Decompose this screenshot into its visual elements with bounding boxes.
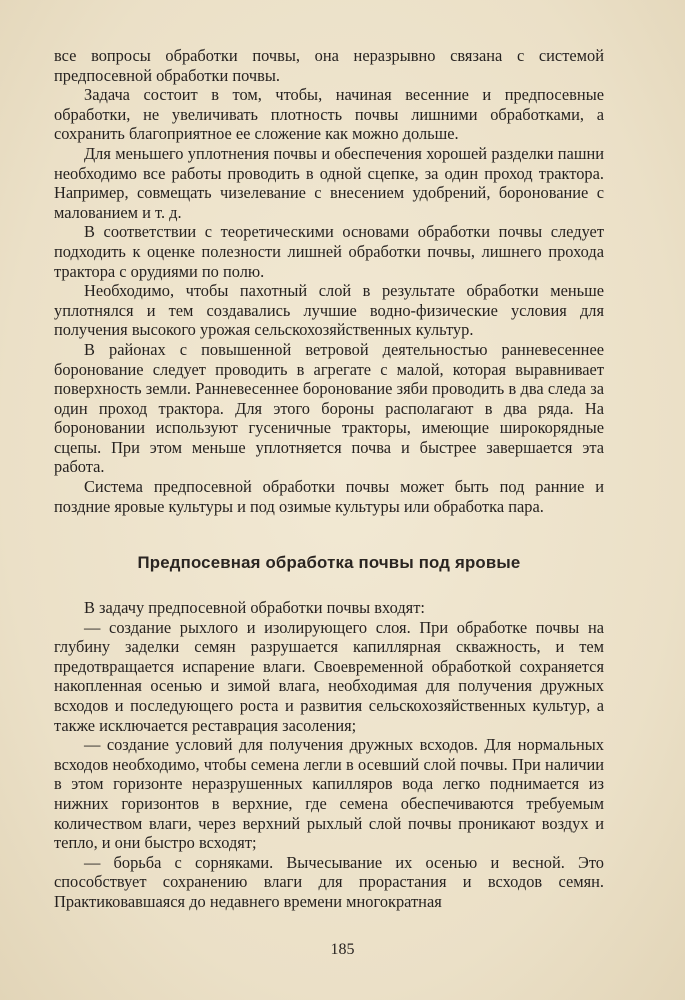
body-text-bottom <box>54 598 604 912</box>
list-item: — создание условий для получения дружных всходов. Для нормальных всходов необходимо, чтобы семена легли в осевший слой почвы. При наличии в этом горизонте неразрушенных капилляров вода легко поднимается из нижних горизонтов в верхние, где семена обеспечиваются требуемым количеством влаги, через верхний рыхлый слой почвы проникают воздух и тепло, и они быстро всходят; <box>54 735 604 853</box>
list-item: — создание рыхлого и изолирующего слоя. При обработке почвы на глубину заделки семян разрушается капиллярная скважность, и тем предотвращается испарение влаги. Своевременной обработкой сохраняется накопленная осенью и зимой влага, необходимая для получения дружных всходов и последующего роста и развития сельскохозяйственных культур, а также исключается реставрация засоления; <box>54 617 604 735</box>
paragraph: В соответствии с теоретическими основами обработки почвы следует подходить к оценке полезности лишней обработки почвы, лишнего прохода трактора с орудиями по полю. <box>54 222 604 281</box>
page-number: 185 <box>330 941 355 958</box>
paragraph: В районах с повышенной ветровой деятельностью ранневесеннее боронование следует проводить в агрегате с малой, которая выравнивает поверхность земли. Ранневесеннее боронование зяби проводить в два следа за один проход трактора. Для этого бороны располагают в два ряда. На бороновании используют гусеничные тракторы, имеющие широкорядные сцепы. При этом меньше уплотняется почва и быстрее завершается эта работа. <box>54 339 604 477</box>
body-text-top <box>54 46 604 516</box>
paragraph: Для меньшего уплотнения почвы и обеспечения хорошей разделки пашни необходимо все работы проводить в одной сцепке, за один проход трактора. Например, совмещать чизелевание с внесением удобрений, боронование с малованием и т. д. <box>54 143 604 222</box>
paragraph: В задачу предпосевной обработки почвы входят: <box>84 598 425 617</box>
paragraph: все вопросы обработки почвы, она неразрывно связана с системой предпосевной обработки почвы. <box>54 46 604 85</box>
section-heading: Предпосевная обработка почвы под яровые <box>137 553 521 572</box>
paragraph: Система предпосевной обработки почвы может быть под ранние и поздние яровые культуры и под озимые культуры или обработка пара. <box>54 477 604 516</box>
paragraph: Необходимо, чтобы пахотный слой в результате обработки меньше уплотнялся и тем создавались лучшие водно-физические условия для получения высокого урожая сельскохозяйственных культур. <box>54 281 604 340</box>
list-item: — борьба с сорняками. Вычесывание их осенью и весной. Это способствует сохранению влаги для прорастания и всходов семян. Практиковавшаяся до недавнего времени многократная <box>54 852 604 911</box>
paragraph: Задача состоит в том, чтобы, начиная весенние и предпосевные обработки, не увеличивать плотность почвы лишними обработками, а сохранить благоприятное ее сложение как можно дольше. <box>54 85 604 144</box>
